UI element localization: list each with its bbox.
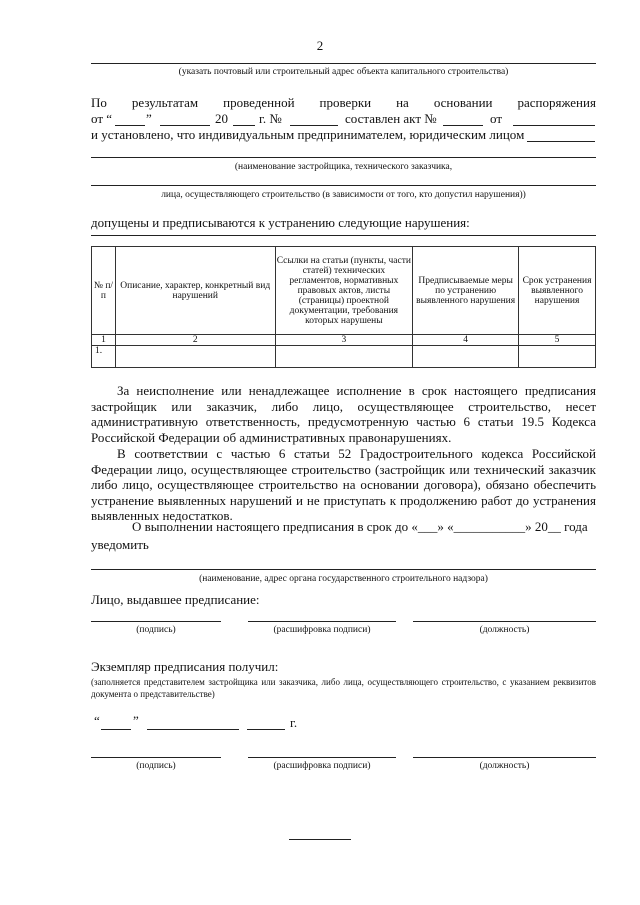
receiver-position-line[interactable]: [413, 757, 596, 758]
violations-table: [91, 246, 596, 368]
order-number-label: г. №: [259, 111, 282, 126]
order-month-blank[interactable]: [160, 125, 210, 126]
date-day-blank[interactable]: [101, 729, 131, 730]
authority-line[interactable]: [91, 569, 596, 570]
developer-line[interactable]: [91, 157, 596, 158]
table-header-row: [92, 247, 596, 335]
authority-caption: (наименование, адрес органа государственного строительного надзора): [199, 574, 488, 584]
person-line[interactable]: [91, 185, 596, 186]
issuer-label: Лицо, выдавшее предписание:: [91, 592, 260, 607]
issuer-signature-caption: (подпись): [136, 625, 176, 635]
col-number: 3: [275, 335, 413, 346]
violations-intro: допущены и предписываются к устранению следующие нарушения:: [91, 215, 470, 230]
date-close-quote: ”: [133, 713, 139, 728]
order-day-blank[interactable]: [115, 125, 145, 126]
cell-deadline[interactable]: [519, 346, 596, 368]
col-number: 1: [92, 335, 116, 346]
act-date-blank[interactable]: [513, 125, 595, 126]
table-number-row: [92, 335, 596, 346]
act-from-label: от: [490, 111, 503, 126]
order-year-prefix: 20: [215, 111, 228, 126]
page-number: 2: [316, 38, 324, 53]
obligation-paragraph: В соответствии с частью 6 статьи 52 Градостроительного кодекса Российской Федерации лицо, осуществляющее строительство (застройщик или технический заказчик либо лицо, осуществляющее строительство на основании договора), обязано обеспечить устранение выявленных нарушений и не приступать к продолжению работ до устранения выявленных недостатков.: [91, 446, 596, 523]
date-open-quote: “: [94, 713, 100, 728]
inspection-line-1: [91, 95, 596, 111]
received-note: (заполняется представителем застройщика или заказчика, либо лица, осуществляющего строительство, с указанием реквизитов документа о представительстве): [91, 677, 596, 699]
receiver-name-caption: (расшифровка подписи): [273, 761, 371, 771]
date-year-blank[interactable]: [247, 729, 285, 730]
act-number-blank[interactable]: [443, 125, 483, 126]
established-line: и установлено, что индивидуальным предпринимателем, юридическим лицом: [91, 127, 525, 142]
header-number: № п/п: [92, 247, 116, 335]
cell-description[interactable]: [115, 346, 275, 368]
word: По: [91, 95, 107, 110]
act-number-label: составлен акт №: [345, 111, 437, 126]
word: результатам: [131, 95, 199, 110]
issuer-name-caption: (расшифровка подписи): [273, 625, 371, 635]
receiver-name-line[interactable]: [248, 757, 396, 758]
col-number: 4: [413, 335, 519, 346]
issuer-position-line[interactable]: [413, 621, 596, 622]
order-from-quote: от “: [91, 111, 113, 126]
header-measures: Предписываемые меры по устранению выявленного нарушения: [413, 247, 519, 335]
header-description: Описание, характер, конкретный вид нарушений: [115, 247, 275, 335]
receiver-signature-line[interactable]: [91, 757, 221, 758]
receiver-signature-caption: (подпись): [136, 761, 176, 771]
developer-caption: (наименование застройщика, технического заказчика,: [234, 162, 453, 172]
notify-deadline-line: О выполнении настоящего предписания в срок до «___» «___________» 20__ года: [132, 519, 588, 534]
word: распоряжения: [517, 95, 596, 110]
issuer-signature-line[interactable]: [91, 621, 221, 622]
address-caption: (указать почтовый или строительный адрес объекта капитального строительства): [178, 67, 509, 77]
receiver-position-caption: (должность): [479, 761, 530, 771]
received-label: Экземпляр предписания получил:: [91, 659, 279, 674]
person-caption: лица, осуществляющего строительство (в зависимости от того, кто допустил нарушения)): [161, 190, 526, 200]
table-row: [92, 346, 596, 368]
row-number: 1.: [92, 346, 116, 368]
col-number: 2: [115, 335, 275, 346]
issuer-name-line[interactable]: [248, 621, 396, 622]
bottom-divider: [289, 839, 351, 840]
cell-references[interactable]: [275, 346, 413, 368]
cell-measures[interactable]: [413, 346, 519, 368]
word: на: [396, 95, 409, 110]
word: основании: [433, 95, 493, 110]
date-month-blank[interactable]: [147, 729, 239, 730]
order-year-blank[interactable]: [233, 125, 255, 126]
liability-paragraph: За неисполнение или ненадлежащее исполнение в срок настоящего предписания застройщик или заказчик, либо лицо, осуществляющее строительство, несет административную ответственность, предусмотренную частью 6 статьи 19.5 Кодекса Российской Федерации об административных правонарушениях.: [91, 383, 596, 445]
issuer-position-caption: (должность): [479, 625, 530, 635]
header-references: Ссылки на статьи (пункты, части статей) технических регламентов, нормативных правовых актов, листы (страницы) проектной документации, требования которых нарушены: [275, 247, 413, 335]
order-number-blank[interactable]: [290, 125, 338, 126]
date-year-suffix: г.: [290, 715, 298, 730]
entity-blank-inline[interactable]: [527, 141, 595, 142]
word: проведенной: [223, 95, 295, 110]
col-number: 5: [519, 335, 596, 346]
word: проверки: [319, 95, 372, 110]
header-deadline: Срок устранения выявленного нарушения: [519, 247, 596, 335]
intro-rule: [91, 235, 596, 236]
address-line: [91, 63, 596, 64]
notify-label: уведомить: [91, 537, 149, 552]
order-close-quote: ”: [146, 111, 152, 126]
